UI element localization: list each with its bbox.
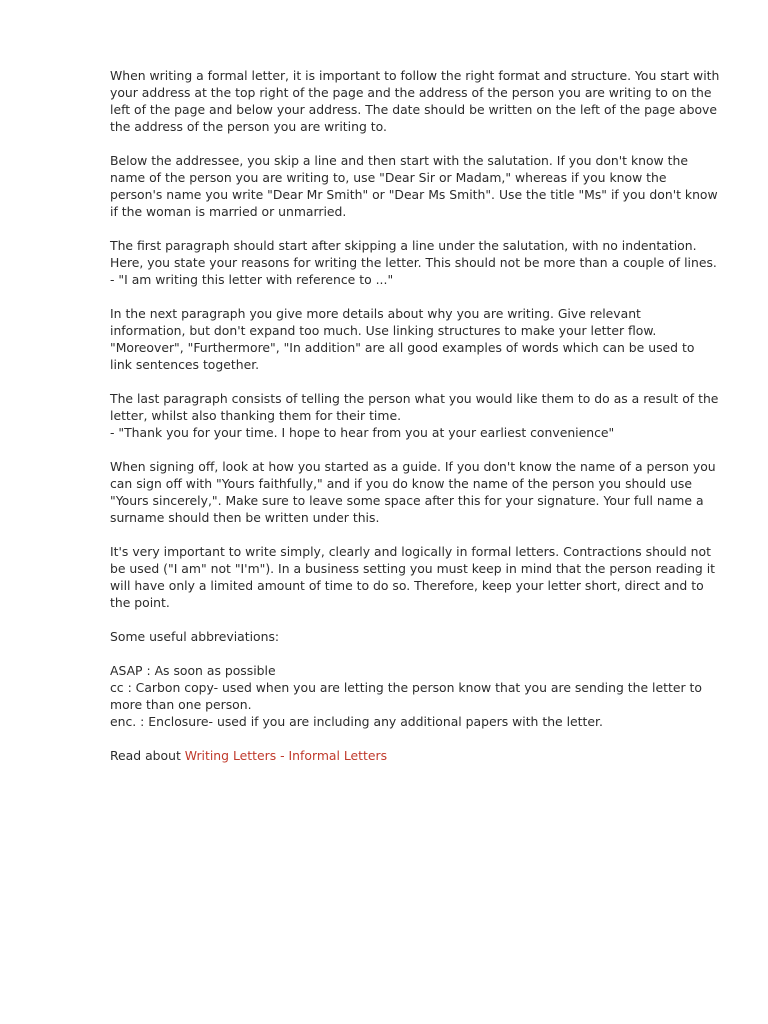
abbreviation-item: enc. : Enclosure- used if you are including any additional papers with the letter. xyxy=(110,714,603,729)
paragraph-line: Some useful abbreviations: xyxy=(110,629,280,644)
paragraph-line: It's very important to write simply, clearly and logically in formal letters. Contractions should not be used ("I am" not "I'm"). In a business setting you must keep in mind that the person reading it will have only a limited amount of time to do so. Therefore, keep your letter short, direct and to the point. xyxy=(110,544,716,610)
example-phrase: - "Thank you for your time. I hope to hear from you at your earliest convenience" xyxy=(110,425,615,440)
abbreviations-list xyxy=(110,662,720,730)
paragraph-last-paragraph xyxy=(110,390,720,441)
paragraph-line: When writing a formal letter, it is important to follow the right format and structure. You start with your address at the top right of the page and the address of the person you are writing to on the left of the page and below your address. The date should be written on the left of the page above the address of the person you are writing to. xyxy=(110,68,720,134)
paragraph-line: When signing off, look at how you started as a guide. If you don't know the name of a person you can sign off with "Yours faithfully," and if you do know the name of the person you should use "Yours sincerely,". Make sure to leave some space after this for your signature. Your full name a surname should then be written under this. xyxy=(110,459,716,525)
paragraph-line: Below the addressee, you skip a line and then start with the salutation. If you don't know the name of the person you are writing to, use "Dear Sir or Madam," whereas if you know the person's name you write "Dear Mr Smith" or "Dear Ms Smith". Use the title "Ms" if you don't know if the woman is married or unmarried. xyxy=(110,153,718,219)
document-body xyxy=(110,67,720,781)
paragraph-style-advice xyxy=(110,543,720,611)
paragraph-next-paragraph xyxy=(110,305,720,373)
read-about xyxy=(110,747,720,764)
paragraph-salutation xyxy=(110,152,720,220)
paragraph-signing-off xyxy=(110,458,720,526)
abbreviations-heading xyxy=(110,628,720,645)
abbreviation-item: ASAP : As soon as possible xyxy=(110,663,276,678)
example-phrase: - "I am writing this letter with reference to ..." xyxy=(110,272,394,287)
paragraph-format-intro xyxy=(110,67,720,135)
abbreviation-item: cc : Carbon copy- used when you are letting the person know that you are sending the letter to more than one person. xyxy=(110,680,702,712)
paragraph-line: In the next paragraph you give more details about why you are writing. Give relevant information, but don't expand too much. Use linking structures to make your letter flow. "Moreover", "Furthermore", "In addition" are all good examples of words which can be used to link sentences together. xyxy=(110,306,695,372)
paragraph-line: The last paragraph consists of telling the person what you would like them to do as a result of the letter, whilst also thanking them for their time. xyxy=(110,391,719,423)
informal-letters-link[interactable]: Writing Letters - Informal Letters xyxy=(184,748,388,763)
paragraph-first-paragraph xyxy=(110,237,720,288)
read-about-prefix: Read about xyxy=(110,748,185,763)
paragraph-line: The first paragraph should start after skipping a line under the salutation, with no indentation. Here, you state your reasons for writing the letter. This should not be more than a couple of lines. xyxy=(110,238,717,270)
